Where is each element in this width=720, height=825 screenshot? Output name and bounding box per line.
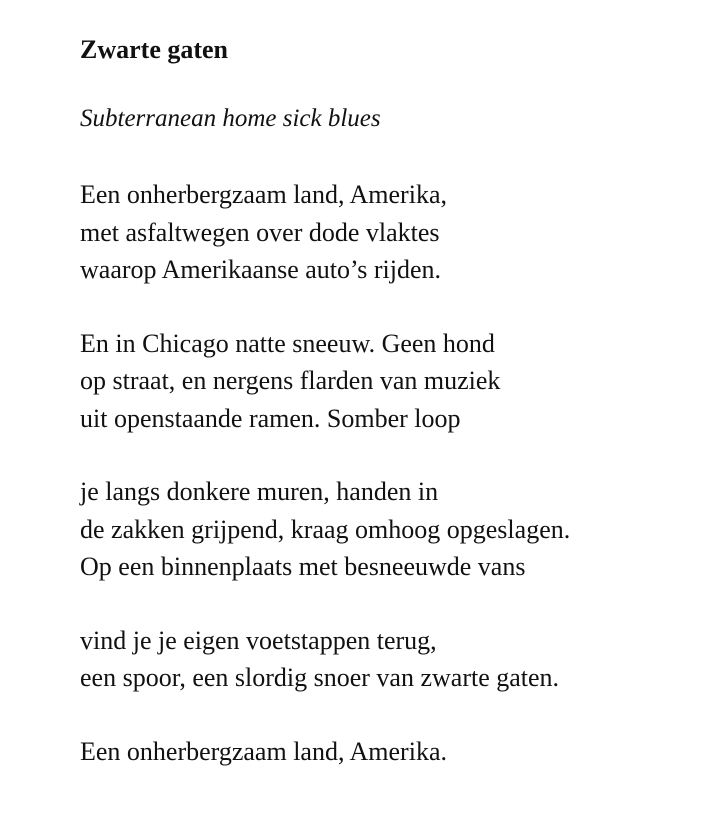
poem-line: de zakken grijpend, kraag omhoog opgeslagen.: [80, 514, 571, 544]
poem-subtitle: Subterranean home sick blues: [80, 105, 381, 132]
poem-line: een spoor, een slordig snoer van zwarte gaten.: [80, 663, 560, 692]
poem-line: op straat, en nergens flarden van muziek: [80, 366, 501, 395]
stanza-3: [80, 473, 700, 586]
poem-page: [80, 30, 700, 770]
poem-line: je langs donkere muren, handen in: [80, 477, 439, 506]
poem-line: uit openstaande ramen. Somber loop: [80, 403, 461, 433]
stanza-4: [80, 622, 700, 697]
poem-line: met asfaltwegen over dode vlaktes: [80, 217, 440, 247]
poem-line: vind je je eigen voetstappen terug,: [80, 625, 437, 655]
poem-line: waarop Amerikaanse auto’s rijden.: [80, 255, 441, 284]
stanza-2: [80, 325, 700, 438]
poem-line: Een onherbergzaam land, Amerika.: [80, 736, 447, 766]
poem-line: Op een binnenplaats met besneeuwde vans: [80, 552, 526, 581]
poem-title: Zwarte gaten: [80, 35, 229, 64]
stanza-5: [80, 733, 700, 771]
poem-line: Een onherbergzaam land, Amerika,: [80, 180, 447, 209]
poem-line: En in Chicago natte sneeuw. Geen hond: [80, 328, 495, 358]
stanza-1: [80, 176, 700, 289]
